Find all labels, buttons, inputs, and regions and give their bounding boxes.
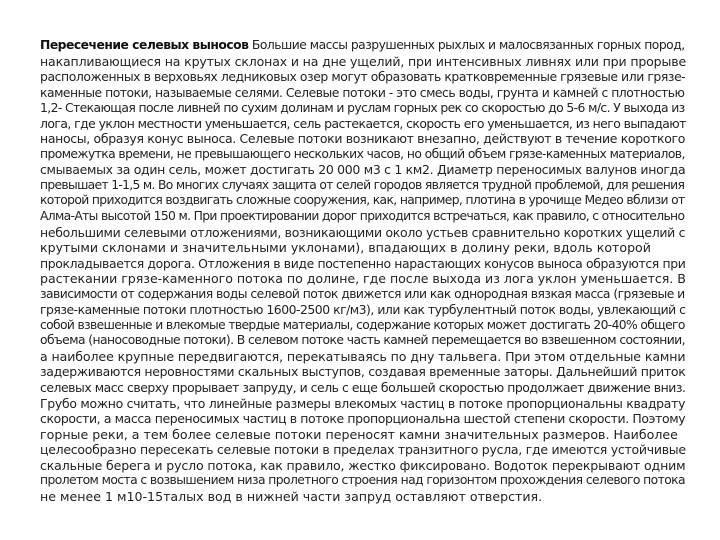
paragraph-line: которой приходится воздвигать сложные сооружения, как, например, плотина в урочище Медео вблизи от: [40, 193, 685, 208]
paragraph-line: скальные берега и русло потока, как правило, жестко фиксировано. Водоток перекрывают одним: [40, 457, 686, 473]
paragraph-line: крутыми склонами и значительными уклонами), впадающих в долину реки, вдоль которой: [40, 240, 651, 256]
paragraph-line: Грубо можно считать, что линейные размеры влекомых частиц в потоке пропорциональны квадрату: [40, 395, 686, 411]
paragraph-line: наносы, образуя конус выноса. Селевые потоки возникают внезапно, действуют в течение короткого: [40, 131, 686, 147]
first-line: [40, 38, 686, 54]
paragraph-line: собой взвешенные и влекомые твердые материалы, содержание которых может достигать 20-40% общего: [40, 317, 685, 332]
paragraph-line: целесообразно пересекать селевые потоки в пределах транзитного русла, где имеются устойчивые: [40, 442, 686, 458]
paragraph-line: промежутка времени, не превышающего нескольких часов, но общий объем грязе-каменных материалов,: [40, 146, 685, 161]
paragraph-line: лога, где уклон местности уменьшается, сель растекается, скорость его уменьшается, из него выпадают: [40, 115, 686, 131]
paragraph-line: небольшими селевыми отложениями, возникающими около устьев сравнительно коротких ущелий с: [40, 224, 686, 240]
paragraph-line: селевых масс сверху прорывает запруду, и сель с еще большей скоростью продолжает движение вниз.: [40, 380, 686, 396]
paragraph-line: прокладывается дорога. Отложения в виде постепенно нарастающих конусов выноса образуются при: [40, 255, 686, 271]
section-title: Пересечение селевых выносов: [40, 38, 249, 52]
paragraph-line: не менее 1 м10-15талых вод в нижней части запруд оставляют отверстия.: [40, 488, 543, 504]
paragraph-line: пролетом моста с возвышением низа пролетного строения над горизонтом прохождения селевого потока: [40, 473, 686, 488]
paragraph-line: объема (наносоводные потоки). В селевом потоке часть камней перемещается во взвешенном состоянии,: [40, 333, 685, 348]
paragraph-line: накапливающиеся на крутых склонах и на дне ущелий, при интенсивных ливнях или при прорыве: [40, 53, 686, 69]
document-body: [40, 38, 686, 504]
paragraph-line: смываемых за один сель, может достигать 20 000 м3 с 1 км2. Диаметр переносимых валунов иногда: [40, 162, 686, 178]
paragraph-line: 1,2- Стекающая после ливней по сухим долинам и руслам горных рек со скоростью до 5-6 м/с. У выхода из: [40, 100, 685, 116]
paragraph-line: зависимости от содержания воды селевой поток движется или как однородная вязкая масса (грязевые и: [40, 286, 685, 301]
paragraph-line: растекании грязе-каменного потока по долине, где после выхода из лога уклон уменьшается. В: [40, 271, 686, 287]
paragraph-line: превышает 1-1,5 м. Во многих случаях защита от селей городов является трудной проблемой, для решения: [40, 177, 685, 192]
paragraph-line: расположенных в верховьях ледниковых озер могут образовать кратковременные грязевые или грязе-: [40, 69, 686, 85]
paragraph-line: горные реки, а тем более селевые потоки переносят камни значительных размеров. Наиболее: [40, 426, 678, 442]
paragraph-line: а наиболее крупные передвигаются, перекатываясь по дну тальвега. При этом отдельные камни: [40, 348, 686, 364]
paragraph-line: каменные потоки, называемые селями. Селевые потоки - это смесь воды, грунта и камней с плотностью: [40, 84, 685, 100]
paragraph-line: Алма-Аты высотой 150 м. При проектировании дорог приходится встречаться, как правило, с относительно: [40, 209, 685, 224]
paragraph-line: скорости, а масса переносимых частиц в потоке пропорциональна шестой степени скорости. Поэтому: [40, 411, 686, 427]
paragraph-line: задерживаются неровностями скальных выступов, создавая временные заторы. Дальнейший приток: [40, 364, 686, 380]
paragraph-line: грязе-каменные потоки плотностью 1600-2500 кг/м3), или как турбулентный поток воды, увлекающий с: [40, 302, 686, 318]
paragraph-line: Большие массы разрушенных рыхлых и малосвязанных горных пород,: [248, 38, 685, 52]
